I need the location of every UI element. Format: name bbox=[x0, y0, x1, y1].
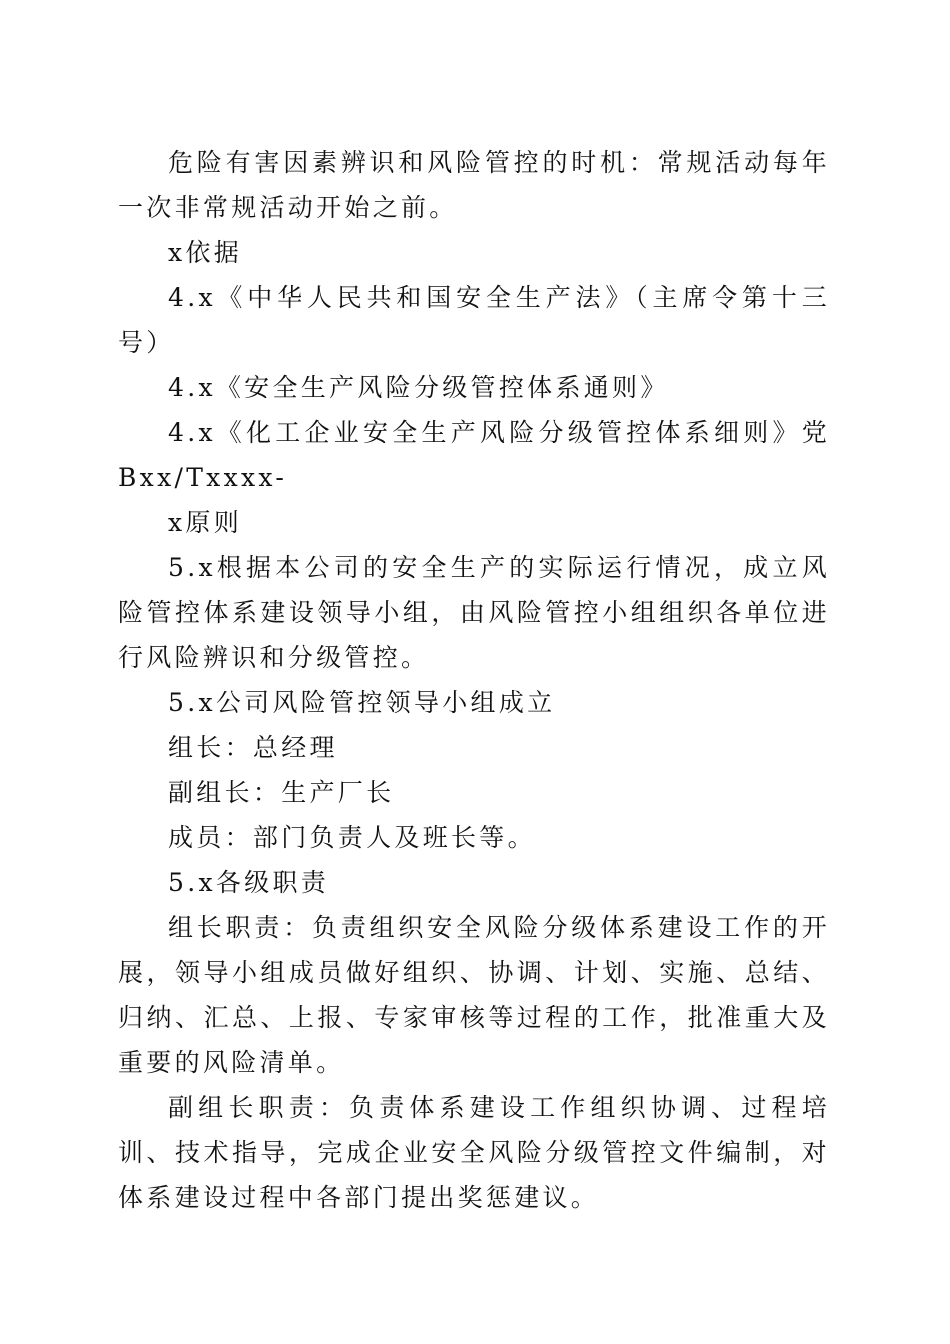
basis-item-general-rules: 4.x《安全生产风险分级管控体系通则》 bbox=[168, 373, 669, 402]
heading-responsibilities: 5.x各级职责 bbox=[168, 868, 330, 897]
group-deputy-leader: 副组长：生产厂长 bbox=[168, 778, 395, 807]
paragraph-leader-duties: 组长职责：负责组织安全风险分级体系建设工作的开展，领导小组成员做好组织、协调、计划、实施、总结、归纳、汇总、上报、专家审核等过程的工作，批准重大及重要的风险清单。 bbox=[118, 913, 830, 1077]
paragraph-risk-timing: 危险有害因素辨识和风险管控的时机：常规活动每年一次非常规活动开始之前。 bbox=[118, 148, 830, 222]
group-members: 成员：部门负责人及班长等。 bbox=[168, 823, 536, 852]
heading-principles: x原则 bbox=[168, 508, 242, 537]
basis-item-chemical-rules: 4.x《化工企业安全生产风险分级管控体系细则》党Bxx/Txxxx- bbox=[118, 418, 830, 492]
basis-item-safety-law: 4.x《中华人民共和国安全生产法》（主席令第十三号） bbox=[118, 283, 830, 357]
document-body bbox=[118, 140, 830, 1220]
heading-leadership-group: 5.x公司风险管控领导小组成立 bbox=[168, 688, 556, 717]
heading-basis: x依据 bbox=[168, 238, 242, 267]
group-leader: 组长：总经理 bbox=[168, 733, 338, 762]
paragraph-principle: 5.x根据本公司的安全生产的实际运行情况，成立风险管控体系建设领导小组，由风险管控小组组织各单位进行风险辨识和分级管控。 bbox=[118, 553, 830, 672]
paragraph-deputy-duties: 副组长职责：负责体系建设工作组织协调、过程培训、技术指导，完成企业安全风险分级管控文件编制，对体系建设过程中各部门提出奖惩建议。 bbox=[118, 1093, 830, 1212]
